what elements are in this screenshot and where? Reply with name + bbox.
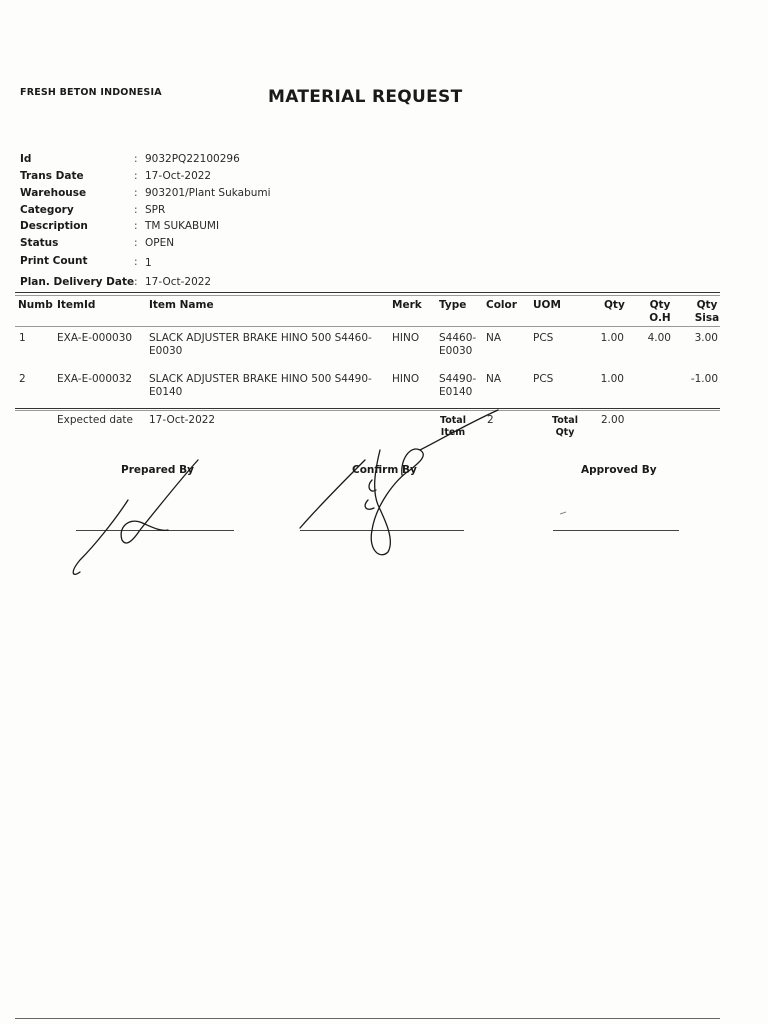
row-item-name-line2: E0140	[149, 386, 183, 398]
prepared-signature	[73, 460, 198, 574]
id-colon: :	[134, 153, 138, 165]
print-count-label: Print Count	[20, 255, 88, 267]
warehouse-colon: :	[134, 187, 138, 199]
total-qty-label-line2: Qty	[555, 427, 575, 438]
col-header-item-name: Item Name	[149, 299, 214, 311]
approved-by-label: Approved By	[581, 464, 657, 476]
row-type-line2: E0140	[439, 386, 473, 398]
plan-delivery-label: Plan. Delivery Date	[20, 276, 135, 288]
trans-date-label: Trans Date	[20, 170, 84, 182]
confirm-by-label: Confirm By	[352, 464, 417, 476]
page-bottom-rule	[15, 1018, 720, 1019]
row-qty-sisa: -1.00	[690, 373, 718, 385]
total-item-label-line1: Total	[440, 415, 466, 426]
category-colon: :	[134, 204, 138, 216]
trans-date-value: 17-Oct-2022	[145, 170, 212, 182]
total-qty-value: 2.00	[601, 414, 625, 426]
row-type-line1: S4490-	[439, 373, 477, 385]
col-header-qty: Qty	[604, 299, 625, 311]
row-item-name-line1: SLACK ADJUSTER BRAKE HINO 500 S4460-	[149, 332, 372, 344]
category-label: Category	[20, 204, 74, 216]
print-count-colon: :	[134, 256, 138, 268]
row-uom: PCS	[533, 332, 554, 344]
expected-date-value: 17-Oct-2022	[149, 414, 216, 426]
warehouse-label: Warehouse	[20, 187, 87, 199]
total-qty-label-line1: Total	[552, 415, 578, 426]
row-numb: 2	[19, 373, 26, 385]
col-header-qty-sisa-line2: Sisa	[694, 312, 720, 324]
col-header-numb: Numb	[18, 299, 53, 311]
plan-delivery-value: 17-Oct-2022	[145, 276, 212, 288]
row-type-line2: E0030	[439, 345, 473, 357]
row-item-name-line1: SLACK ADJUSTER BRAKE HINO 500 S4490-	[149, 373, 372, 385]
description-colon: :	[134, 220, 138, 232]
total-item-value: 2	[487, 414, 494, 426]
row-numb: 1	[19, 332, 26, 344]
total-item-label-line2: Item	[440, 427, 466, 438]
document-title: MATERIAL REQUEST	[268, 87, 463, 107]
row-type-line1: S4460-	[439, 332, 477, 344]
status-label: Status	[20, 237, 59, 249]
row-item-id: EXA-E-000032	[57, 373, 133, 385]
plan-delivery-colon: :	[134, 276, 138, 288]
trans-date-colon: :	[134, 170, 138, 182]
row-merk: HINO	[392, 373, 420, 385]
col-header-qty-oh-line1: Qty	[649, 299, 671, 311]
status-value: OPEN	[145, 237, 175, 249]
row-color: NA	[486, 373, 502, 385]
row-uom: PCS	[533, 373, 554, 385]
confirm-signature	[300, 410, 498, 555]
col-header-qty-oh-line2: O.H	[649, 312, 671, 324]
description-label: Description	[20, 220, 88, 232]
id-value: 9032PQ22100296	[145, 153, 240, 165]
col-header-type: Type	[439, 299, 467, 311]
col-header-uom: UOM	[533, 299, 561, 311]
row-qty-oh: 4.00	[647, 332, 671, 344]
print-count-value: 1	[145, 257, 152, 269]
col-header-item-id: ItemId	[57, 299, 96, 311]
description-value: TM SUKABUMI	[145, 220, 220, 232]
category-value: SPR	[145, 204, 166, 216]
row-qty: 1.00	[600, 332, 624, 344]
row-qty: 1.00	[600, 373, 624, 385]
col-header-merk: Merk	[392, 299, 422, 311]
approved-mark	[560, 512, 566, 514]
row-color: NA	[486, 332, 502, 344]
id-label: Id	[20, 153, 32, 165]
row-item-id: EXA-E-000030	[57, 332, 133, 344]
expected-date-label: Expected date	[57, 414, 134, 426]
row-merk: HINO	[392, 332, 420, 344]
company-name: FRESH BETON INDONESIA	[20, 87, 162, 98]
row-qty-sisa: 3.00	[694, 332, 718, 344]
row-item-name-line2: E0030	[149, 345, 183, 357]
col-header-color: Color	[486, 299, 517, 311]
warehouse-value: 903201/Plant Sukabumi	[145, 187, 271, 199]
col-header-qty-sisa-line1: Qty	[696, 299, 718, 311]
prepared-by-label: Prepared By	[121, 464, 194, 476]
status-colon: :	[134, 237, 138, 249]
